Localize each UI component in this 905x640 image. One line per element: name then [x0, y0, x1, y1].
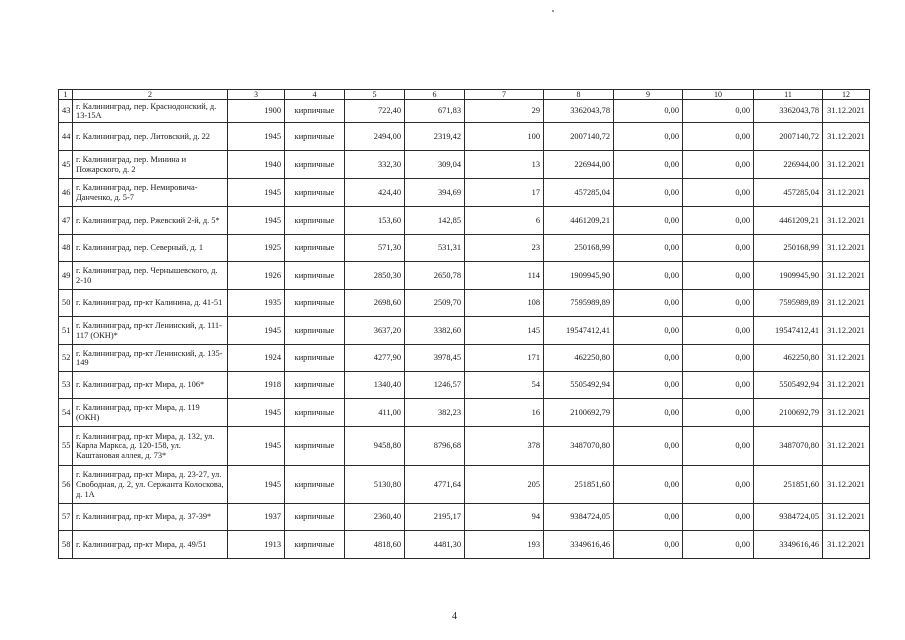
living-area-cell: 4481,30: [405, 531, 465, 559]
col10-cell: 0,00: [683, 235, 754, 262]
col10-cell: 0,00: [683, 531, 754, 559]
column-number-7: 7: [465, 90, 544, 100]
wall-material-cell: кирпичные: [285, 100, 345, 123]
address-cell: г. Калининград, пер. Минина и Пожарского, д. 2: [73, 151, 228, 179]
col9-cell: 0,00: [614, 123, 683, 151]
residents-cell: 100: [465, 123, 544, 151]
total-area-cell: 722,40: [345, 100, 405, 123]
wall-material-cell: кирпичные: [285, 123, 345, 151]
residents-cell: 145: [465, 317, 544, 345]
col11-cell: 9384724,05: [754, 504, 823, 531]
date-cell: 31.12.2021: [823, 466, 870, 504]
date-cell: 31.12.2021: [823, 262, 870, 290]
year-built-cell: 1924: [228, 345, 285, 372]
row-number: 58: [59, 531, 73, 559]
col11-cell: 4461209,21: [754, 207, 823, 235]
column-number-12: 12: [823, 90, 870, 100]
living-area-cell: 8796,68: [405, 427, 465, 466]
residents-cell: 29: [465, 100, 544, 123]
table-row: [59, 235, 870, 262]
column-number-2: 2: [73, 90, 228, 100]
cost-cell: 5505492,94: [544, 372, 614, 399]
table-row: [59, 427, 870, 466]
col10-cell: 0,00: [683, 504, 754, 531]
row-number: 49: [59, 262, 73, 290]
column-number-11: 11: [754, 90, 823, 100]
cost-cell: 3349616,46: [544, 531, 614, 559]
total-area-cell: 5130,80: [345, 466, 405, 504]
total-area-cell: 3637,20: [345, 317, 405, 345]
col9-cell: 0,00: [614, 207, 683, 235]
row-number: 45: [59, 151, 73, 179]
wall-material-cell: кирпичные: [285, 427, 345, 466]
wall-material-cell: кирпичные: [285, 235, 345, 262]
date-cell: 31.12.2021: [823, 290, 870, 317]
cost-cell: 4461209,21: [544, 207, 614, 235]
wall-material-cell: кирпичные: [285, 290, 345, 317]
col9-cell: 0,00: [614, 235, 683, 262]
address-cell: г. Калининград, пр-кт Мира, д. 37-39*: [73, 504, 228, 531]
address-cell: г. Калининград, пр-кт Мира, д. 106*: [73, 372, 228, 399]
residents-cell: 16: [465, 399, 544, 427]
col10-cell: 0,00: [683, 151, 754, 179]
address-cell: г. Калининград, пр-кт Мира, д. 23-27, ул. Свободная, д. 2, ул. Сержанта Колоскова, д. 1А: [73, 466, 228, 504]
column-number-3: 3: [228, 90, 285, 100]
living-area-cell: 309,04: [405, 151, 465, 179]
row-number: 57: [59, 504, 73, 531]
living-area-cell: 1246,57: [405, 372, 465, 399]
col11-cell: 2007140,72: [754, 123, 823, 151]
total-area-cell: 2850,30: [345, 262, 405, 290]
row-number: 53: [59, 372, 73, 399]
column-number-9: 9: [614, 90, 683, 100]
row-number: 48: [59, 235, 73, 262]
year-built-cell: 1913: [228, 531, 285, 559]
cost-cell: 226944,00: [544, 151, 614, 179]
year-built-cell: 1945: [228, 123, 285, 151]
living-area-cell: 2195,17: [405, 504, 465, 531]
date-cell: 31.12.2021: [823, 317, 870, 345]
residents-cell: 13: [465, 151, 544, 179]
year-built-cell: 1945: [228, 207, 285, 235]
living-area-cell: 531,31: [405, 235, 465, 262]
date-cell: 31.12.2021: [823, 427, 870, 466]
living-area-cell: 3978,45: [405, 345, 465, 372]
address-cell: г. Калининград, пр-кт Калинина, д. 41-51: [73, 290, 228, 317]
date-cell: 31.12.2021: [823, 504, 870, 531]
col10-cell: 0,00: [683, 427, 754, 466]
date-cell: 31.12.2021: [823, 345, 870, 372]
year-built-cell: 1945: [228, 399, 285, 427]
wall-material-cell: кирпичные: [285, 207, 345, 235]
table-row: [59, 123, 870, 151]
col9-cell: 0,00: [614, 372, 683, 399]
col10-cell: 0,00: [683, 372, 754, 399]
residents-cell: 193: [465, 531, 544, 559]
table-row: [59, 466, 870, 504]
total-area-cell: 2494,00: [345, 123, 405, 151]
table-row: [59, 345, 870, 372]
col11-cell: 251851,60: [754, 466, 823, 504]
col9-cell: 0,00: [614, 466, 683, 504]
scan-speck: [552, 10, 554, 12]
date-cell: 31.12.2021: [823, 179, 870, 207]
year-built-cell: 1900: [228, 100, 285, 123]
living-area-cell: 3382,60: [405, 317, 465, 345]
row-number: 50: [59, 290, 73, 317]
year-built-cell: 1945: [228, 466, 285, 504]
column-number-10: 10: [683, 90, 754, 100]
col9-cell: 0,00: [614, 179, 683, 207]
residents-cell: 54: [465, 372, 544, 399]
total-area-cell: 2360,40: [345, 504, 405, 531]
table-row: [59, 262, 870, 290]
date-cell: 31.12.2021: [823, 372, 870, 399]
residents-cell: 205: [465, 466, 544, 504]
total-area-cell: 571,30: [345, 235, 405, 262]
address-cell: г. Калининград, пр-кт Мира, д. 49/51: [73, 531, 228, 559]
year-built-cell: 1940: [228, 151, 285, 179]
row-number: 46: [59, 179, 73, 207]
col11-cell: 457285,04: [754, 179, 823, 207]
cost-cell: 2100692,79: [544, 399, 614, 427]
cost-cell: 1909945,90: [544, 262, 614, 290]
row-number: 44: [59, 123, 73, 151]
col9-cell: 0,00: [614, 151, 683, 179]
col9-cell: 0,00: [614, 317, 683, 345]
table-row: [59, 100, 870, 123]
col10-cell: 0,00: [683, 179, 754, 207]
col10-cell: 0,00: [683, 290, 754, 317]
wall-material-cell: кирпичные: [285, 531, 345, 559]
living-area-cell: 671,83: [405, 100, 465, 123]
address-cell: г. Калининград, пр-кт Ленинский, д. 135-149: [73, 345, 228, 372]
total-area-cell: 411,00: [345, 399, 405, 427]
cost-cell: 9384724,05: [544, 504, 614, 531]
col11-cell: 19547412,41: [754, 317, 823, 345]
year-built-cell: 1918: [228, 372, 285, 399]
col10-cell: 0,00: [683, 100, 754, 123]
housing-register-table: [58, 89, 870, 559]
col9-cell: 0,00: [614, 531, 683, 559]
row-number: 43: [59, 100, 73, 123]
cost-cell: 19547412,41: [544, 317, 614, 345]
total-area-cell: 4277,90: [345, 345, 405, 372]
wall-material-cell: кирпичные: [285, 317, 345, 345]
page-number: 4: [452, 611, 457, 622]
cost-cell: 3362043,78: [544, 100, 614, 123]
row-number: 55: [59, 427, 73, 466]
living-area-cell: 142,85: [405, 207, 465, 235]
date-cell: 31.12.2021: [823, 100, 870, 123]
date-cell: 31.12.2021: [823, 235, 870, 262]
row-number: 47: [59, 207, 73, 235]
residents-cell: 6: [465, 207, 544, 235]
living-area-cell: 2650,78: [405, 262, 465, 290]
year-built-cell: 1935: [228, 290, 285, 317]
col11-cell: 5505492,94: [754, 372, 823, 399]
col11-cell: 250168,99: [754, 235, 823, 262]
wall-material-cell: кирпичные: [285, 345, 345, 372]
cost-cell: 3487070,80: [544, 427, 614, 466]
date-cell: 31.12.2021: [823, 123, 870, 151]
address-cell: г. Калининград, пер. Литовский, д. 22: [73, 123, 228, 151]
table-row: [59, 207, 870, 235]
table-row: [59, 290, 870, 317]
col9-cell: 0,00: [614, 504, 683, 531]
col11-cell: 2100692,79: [754, 399, 823, 427]
year-built-cell: 1945: [228, 317, 285, 345]
column-number-4: 4: [285, 90, 345, 100]
col9-cell: 0,00: [614, 345, 683, 372]
col9-cell: 0,00: [614, 262, 683, 290]
address-cell: г. Калининград, пер. Краснодонский, д. 13-15А: [73, 100, 228, 123]
living-area-cell: 2319,42: [405, 123, 465, 151]
table-row: [59, 317, 870, 345]
date-cell: 31.12.2021: [823, 207, 870, 235]
col10-cell: 0,00: [683, 317, 754, 345]
col11-cell: 3487070,80: [754, 427, 823, 466]
address-cell: г. Калининград, пр-кт Мира, д. 119 (ОКН): [73, 399, 228, 427]
cost-cell: 250168,99: [544, 235, 614, 262]
year-built-cell: 1926: [228, 262, 285, 290]
col9-cell: 0,00: [614, 399, 683, 427]
col10-cell: 0,00: [683, 123, 754, 151]
year-built-cell: 1925: [228, 235, 285, 262]
table-row: [59, 399, 870, 427]
total-area-cell: 424,40: [345, 179, 405, 207]
column-number-8: 8: [544, 90, 614, 100]
col9-cell: 0,00: [614, 290, 683, 317]
total-area-cell: 9458,80: [345, 427, 405, 466]
residents-cell: 17: [465, 179, 544, 207]
table-row: [59, 504, 870, 531]
column-number-6: 6: [405, 90, 465, 100]
col11-cell: 3349616,46: [754, 531, 823, 559]
living-area-cell: 2509,70: [405, 290, 465, 317]
wall-material-cell: кирпичные: [285, 504, 345, 531]
year-built-cell: 1945: [228, 179, 285, 207]
total-area-cell: 4818,60: [345, 531, 405, 559]
cost-cell: 462250,80: [544, 345, 614, 372]
residents-cell: 114: [465, 262, 544, 290]
header-row: [59, 90, 870, 100]
table-row: [59, 151, 870, 179]
residents-cell: 171: [465, 345, 544, 372]
residents-cell: 23: [465, 235, 544, 262]
col11-cell: 1909945,90: [754, 262, 823, 290]
column-number-5: 5: [345, 90, 405, 100]
residents-cell: 378: [465, 427, 544, 466]
col9-cell: 0,00: [614, 100, 683, 123]
address-cell: г. Калининград, пр-кт Ленинский, д. 111-117 (ОКН)*: [73, 317, 228, 345]
living-area-cell: 394,69: [405, 179, 465, 207]
table-row: [59, 179, 870, 207]
column-number-1: 1: [59, 90, 73, 100]
col11-cell: 226944,00: [754, 151, 823, 179]
total-area-cell: 332,30: [345, 151, 405, 179]
col10-cell: 0,00: [683, 207, 754, 235]
wall-material-cell: кирпичные: [285, 466, 345, 504]
col11-cell: 462250,80: [754, 345, 823, 372]
wall-material-cell: кирпичные: [285, 372, 345, 399]
address-cell: г. Калининград, пер. Северный, д. 1: [73, 235, 228, 262]
cost-cell: 457285,04: [544, 179, 614, 207]
wall-material-cell: кирпичные: [285, 262, 345, 290]
cost-cell: 251851,60: [544, 466, 614, 504]
year-built-cell: 1945: [228, 427, 285, 466]
row-number: 52: [59, 345, 73, 372]
row-number: 54: [59, 399, 73, 427]
col10-cell: 0,00: [683, 466, 754, 504]
living-area-cell: 382,23: [405, 399, 465, 427]
address-cell: г. Калининград, пер. Немировича-Данченко, д. 5-7: [73, 179, 228, 207]
col10-cell: 0,00: [683, 399, 754, 427]
wall-material-cell: кирпичные: [285, 151, 345, 179]
col11-cell: 3362043,78: [754, 100, 823, 123]
cost-cell: 7595989,89: [544, 290, 614, 317]
year-built-cell: 1937: [228, 504, 285, 531]
residents-cell: 108: [465, 290, 544, 317]
row-number: 56: [59, 466, 73, 504]
col10-cell: 0,00: [683, 262, 754, 290]
date-cell: 31.12.2021: [823, 531, 870, 559]
wall-material-cell: кирпичные: [285, 179, 345, 207]
total-area-cell: 153,60: [345, 207, 405, 235]
col10-cell: 0,00: [683, 345, 754, 372]
date-cell: 31.12.2021: [823, 151, 870, 179]
row-number: 51: [59, 317, 73, 345]
total-area-cell: 2698,60: [345, 290, 405, 317]
address-cell: г. Калининград, пер. Ржевский 2-й, д. 5*: [73, 207, 228, 235]
table-row: [59, 531, 870, 559]
living-area-cell: 4771,64: [405, 466, 465, 504]
total-area-cell: 1340,40: [345, 372, 405, 399]
table-row: [59, 372, 870, 399]
residents-cell: 94: [465, 504, 544, 531]
address-cell: г. Калининград, пер. Чернышевского, д. 2-10: [73, 262, 228, 290]
date-cell: 31.12.2021: [823, 399, 870, 427]
cost-cell: 2007140,72: [544, 123, 614, 151]
address-cell: г. Калининград, пр-кт Мира, д. 132, ул. Карла Маркса, д. 120-158, ул. Каштановая аллея, д. 73*: [73, 427, 228, 466]
col9-cell: 0,00: [614, 427, 683, 466]
col11-cell: 7595989,89: [754, 290, 823, 317]
wall-material-cell: кирпичные: [285, 399, 345, 427]
